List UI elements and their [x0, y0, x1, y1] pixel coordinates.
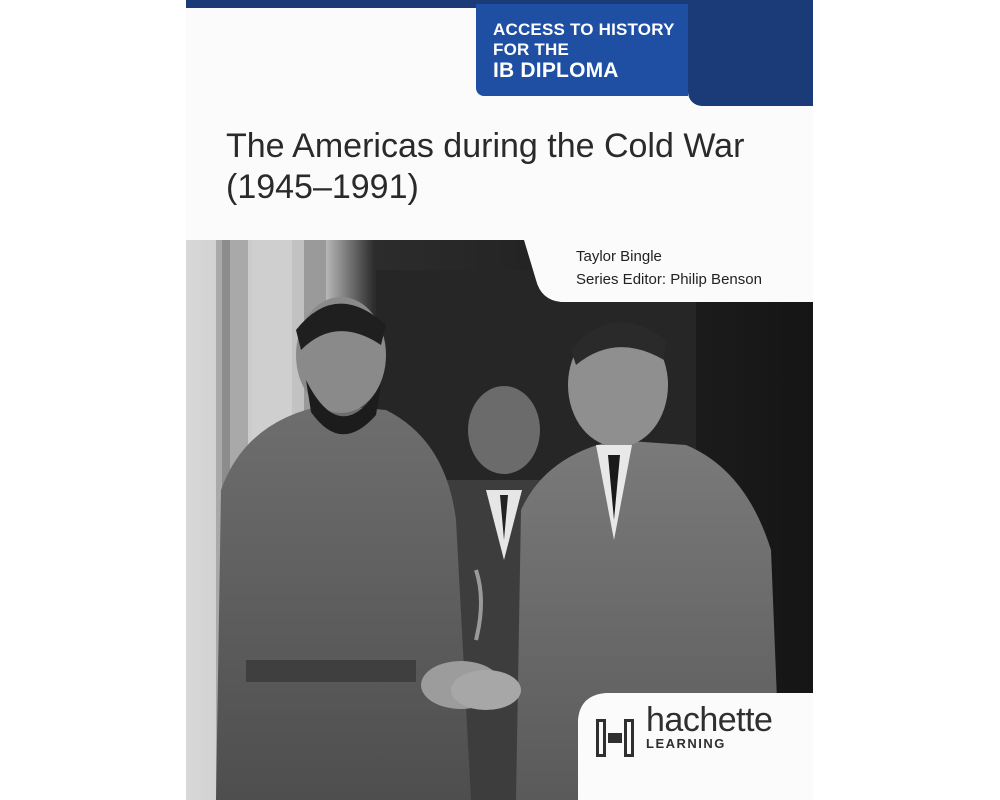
series-line-3: IB DIPLOMA	[493, 59, 619, 82]
author-name: Taylor Bingle	[576, 248, 662, 265]
series-line-1: ACCESS TO HISTORY	[493, 20, 675, 39]
series-banner	[476, 4, 688, 96]
series-accent-block	[688, 4, 813, 106]
publisher-logo	[646, 700, 772, 751]
credits	[576, 245, 762, 291]
book-title	[226, 126, 796, 208]
publisher-name: hachette	[646, 701, 773, 739]
book-title-line-1: The Americas during the Cold War	[226, 127, 745, 165]
publisher-sub: LEARNING	[646, 736, 726, 751]
book-cover	[186, 0, 813, 800]
series-editor: Series Editor: Philip Benson	[576, 271, 762, 288]
series-line-2: FOR THE	[493, 40, 570, 59]
book-title-line-2: (1945–1991)	[226, 168, 419, 206]
hachette-h-icon	[594, 717, 636, 764]
